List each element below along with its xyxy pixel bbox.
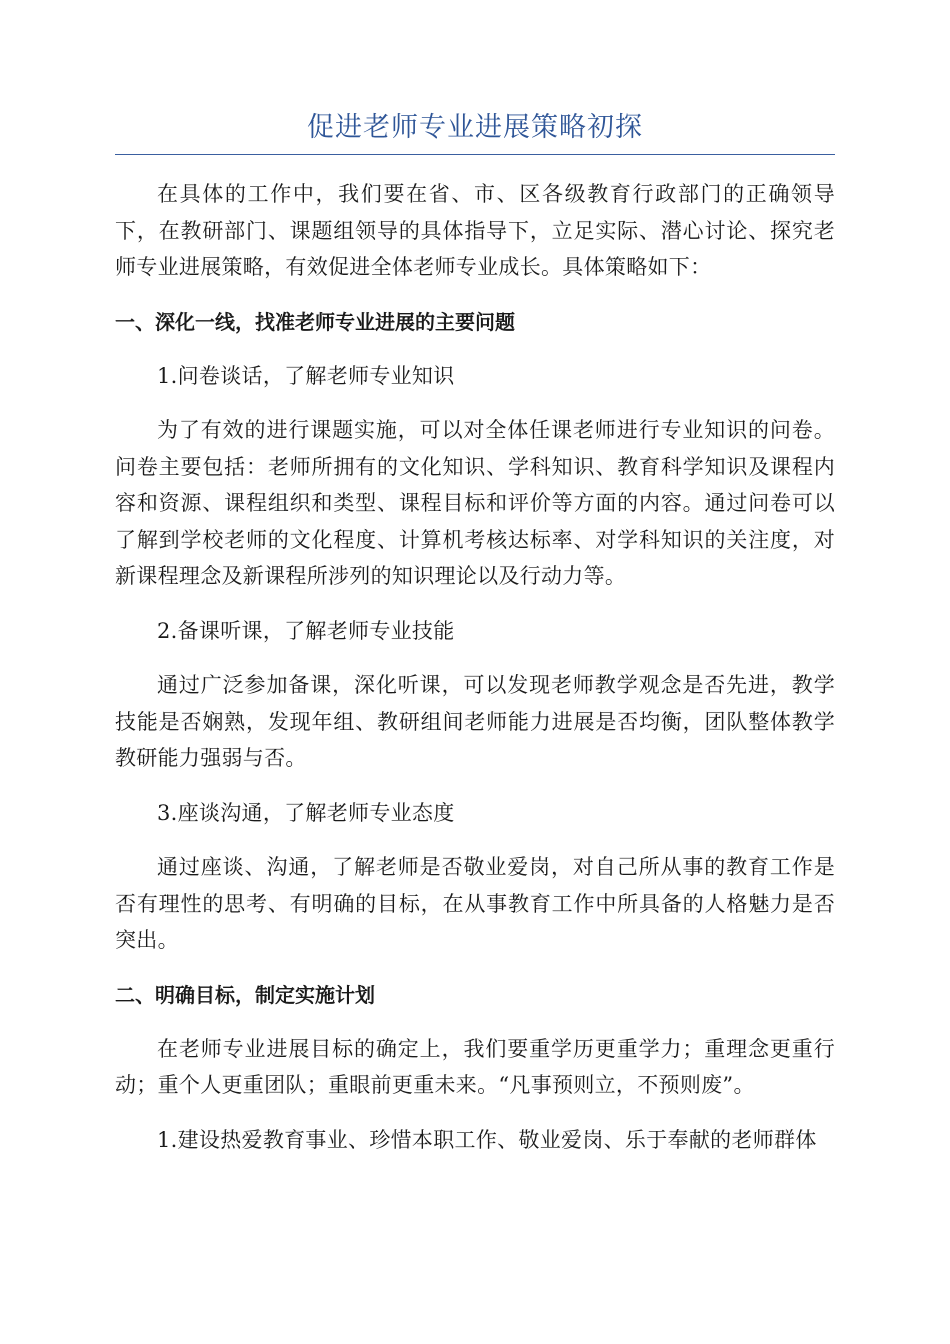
section-2-heading: 二、明确目标，制定实施计划 <box>115 982 375 1007</box>
title-underline <box>115 154 835 155</box>
section-2-intro: 在老师专业进展目标的确定上，我们要重学历更重学力；重理念更重行动；重个人更重团队；重眼前更重未来。“凡事预则立，不预则废”。 <box>115 1036 835 1097</box>
section-1-item-1-title: 1.问卷谈话，了解老师专业知识 <box>157 363 455 388</box>
section-1-item-2-text: 通过广泛参加备课，深化听课，可以发现老师教学观念是否先进，教学技能是否娴熟，发现年组、教研组间老师能力进展是否均衡，团队整体教学教研能力强弱与否。 <box>115 673 835 770</box>
section-1-heading: 一、深化一线，找准老师专业进展的主要问题 <box>115 309 515 334</box>
section-1-item-3-title: 3.座谈沟通，了解老师专业态度 <box>157 800 455 825</box>
section-1-item-3-text: 通过座谈、沟通，了解老师是否敬业爱岗，对自己所从事的教育工作是否有理性的思考、有明确的目标，在从事教育工作中所具备的人格魅力是否突出。 <box>115 855 835 952</box>
page-title: 促进老师专业进展策略初探 <box>307 112 643 143</box>
section-2-item-1-title: 1.建设热爱教育事业、珍惜本职工作、敬业爱岗、乐于奉献的老师群体 <box>157 1127 817 1152</box>
document-body <box>115 176 835 1176</box>
section-1-item-1-text: 为了有效的进行课题实施，可以对全体任课老师进行专业知识的问卷。问卷主要包括：老师所拥有的文化知识、学科知识、教育科学知识及课程内容和资源、课程组织和类型、课程目标和评价等方面的内容。通过问卷可以了解到学校老师的文化程度、计算机考核达标率、对学科知识的关注度，对新课程理念及新课程所涉列的知识理论以及行动力等。 <box>115 418 835 588</box>
intro-paragraph: 在具体的工作中，我们要在省、市、区各级教育行政部门的正确领导下，在教研部门、课题组领导的具体指导下，立足实际、潜心讨论、探究老师专业进展策略，有效促进全体老师专业成长。具体策略如下： <box>115 182 835 279</box>
section-1-item-2-title: 2.备课听课，了解老师专业技能 <box>157 618 455 643</box>
